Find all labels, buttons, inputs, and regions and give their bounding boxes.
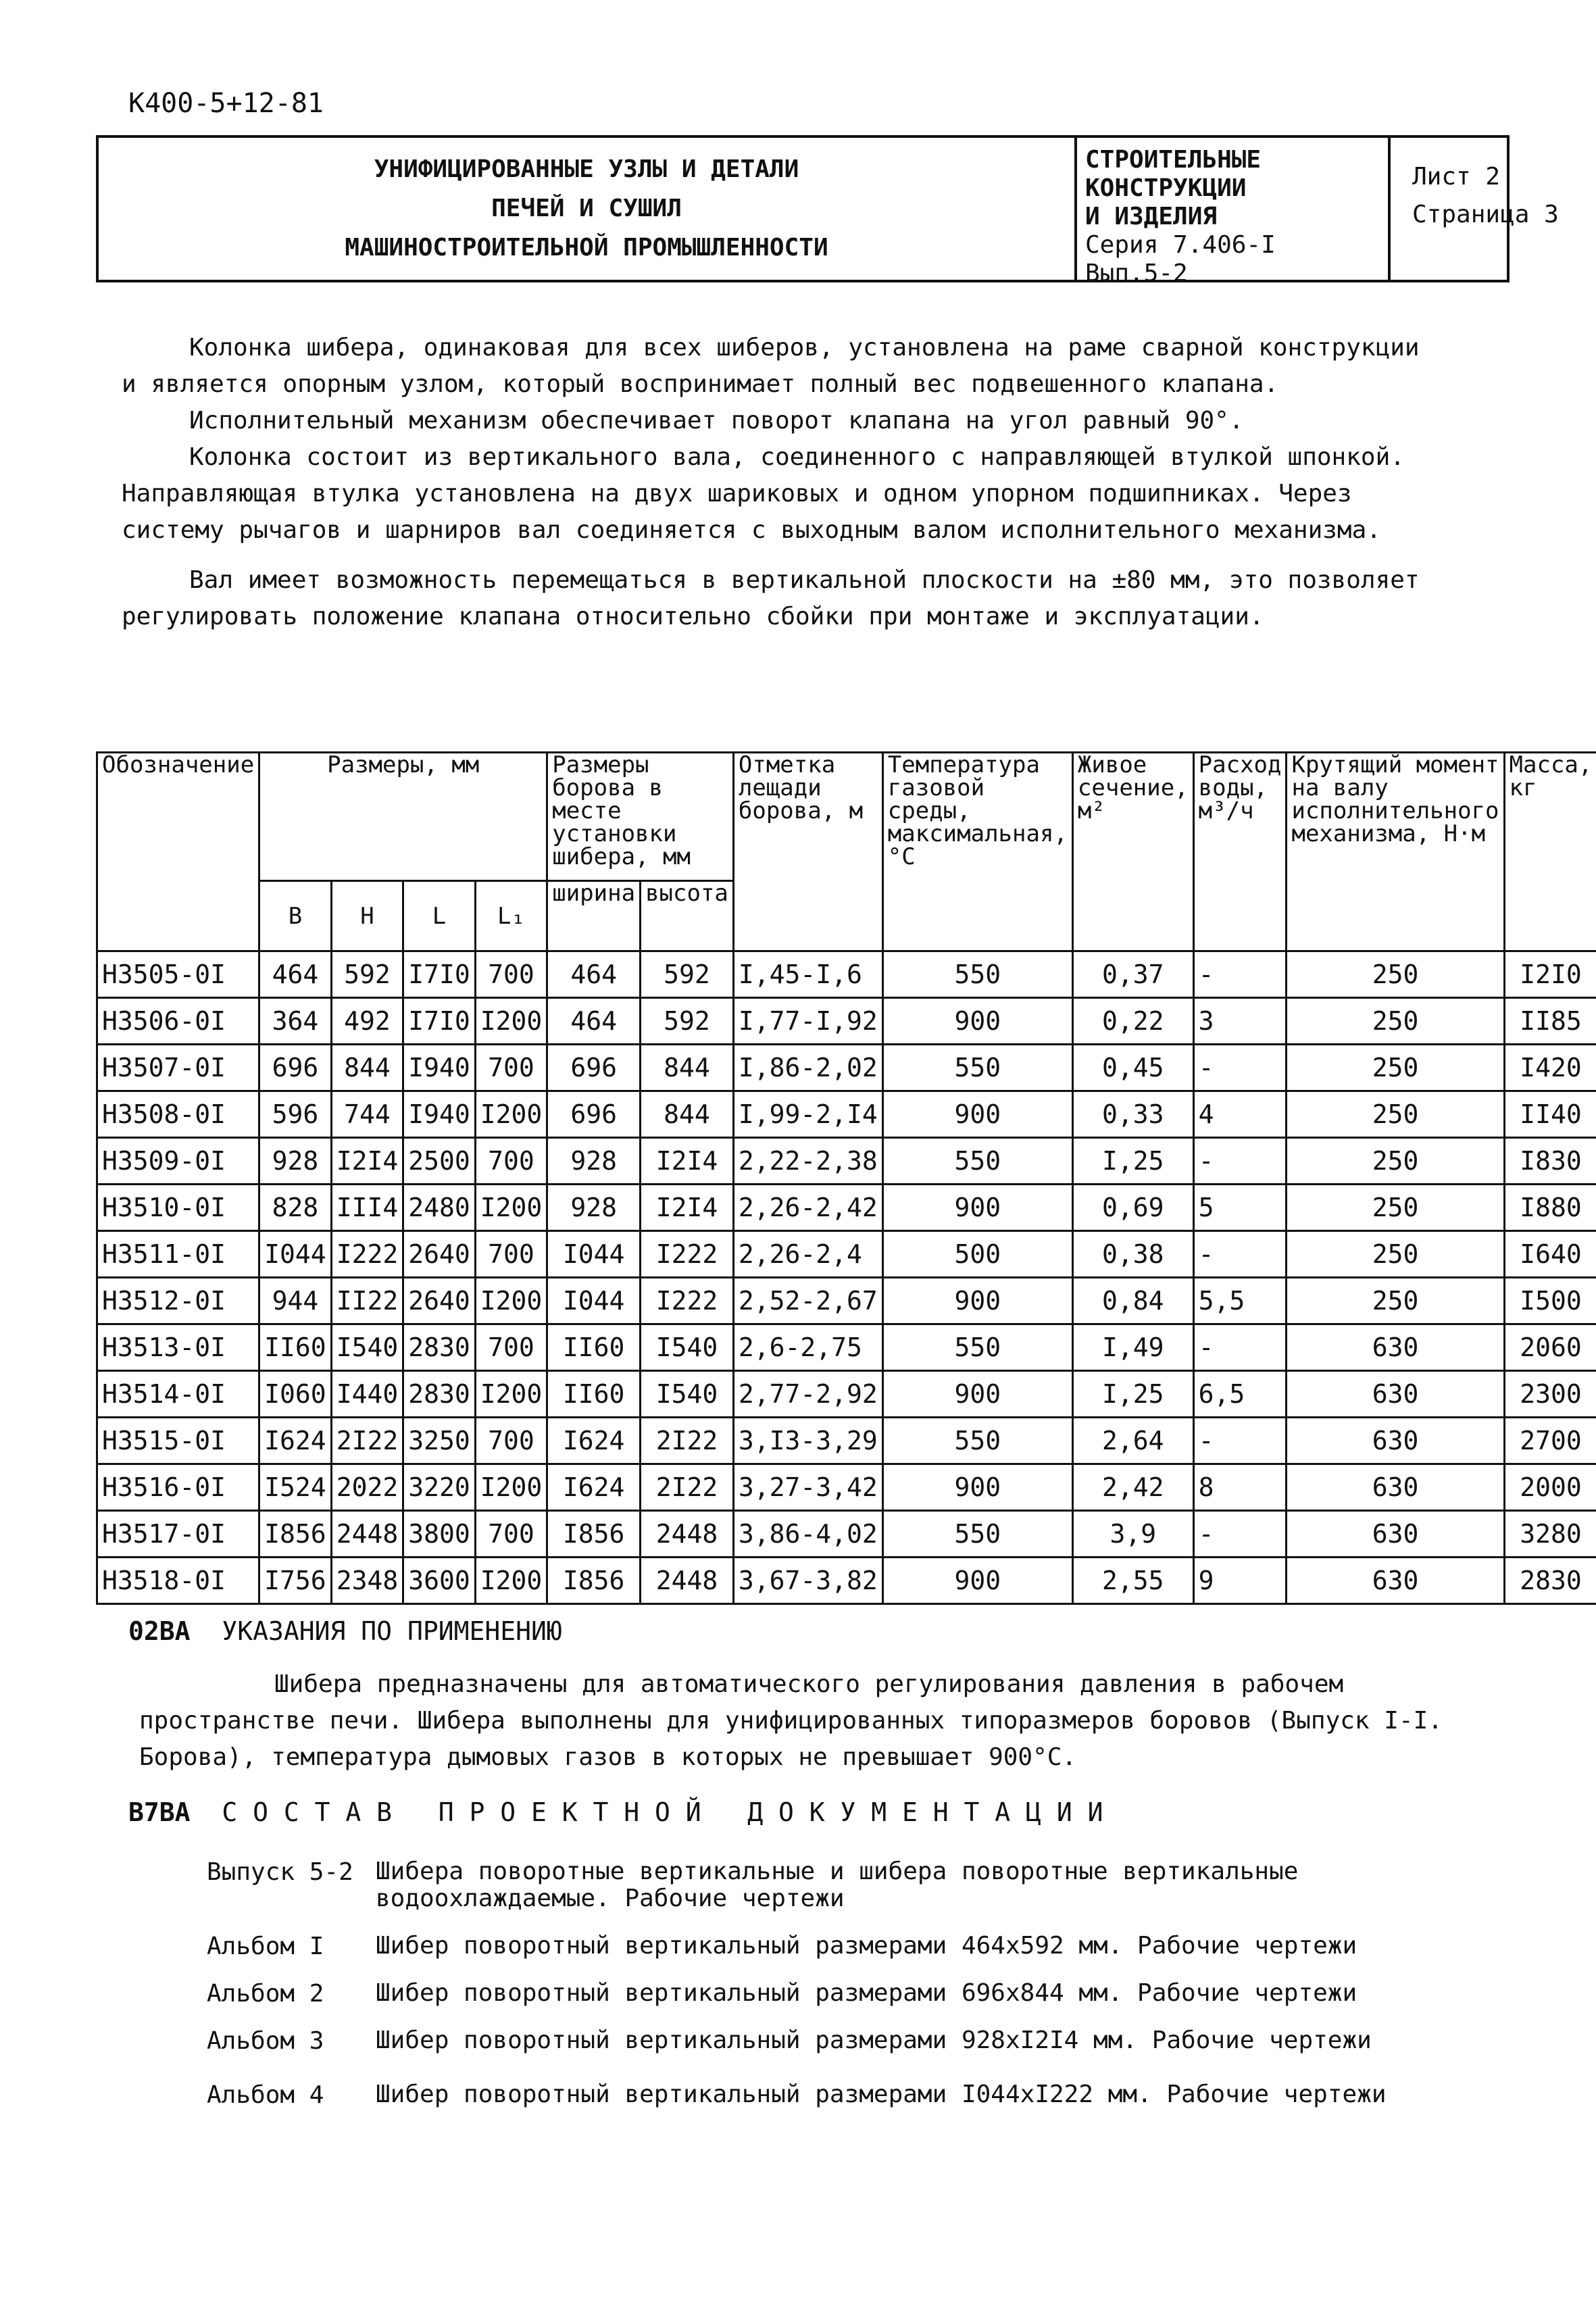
table-cell: 3,9 bbox=[1072, 1511, 1193, 1558]
table-cell: Н3510-0I bbox=[97, 1185, 259, 1231]
composition-code: В7ВА bbox=[128, 1797, 191, 1827]
table-cell: I222 bbox=[331, 1231, 403, 1278]
table-cell: II60 bbox=[547, 1371, 641, 1418]
table-cell: - bbox=[1193, 951, 1287, 998]
table-cell: I,86-2,02 bbox=[733, 1045, 882, 1091]
table-cell: - bbox=[1193, 1324, 1287, 1371]
table-cell: 0,45 bbox=[1072, 1045, 1193, 1091]
table-cell: I200 bbox=[475, 1371, 547, 1418]
table-cell: Н3511-0I bbox=[97, 1231, 259, 1278]
table-cell: 2700 bbox=[1504, 1418, 1596, 1464]
title-block bbox=[96, 135, 1559, 287]
table-row bbox=[97, 1091, 1596, 1138]
table-row bbox=[97, 1045, 1596, 1091]
table-row bbox=[97, 1511, 1596, 1558]
table-cell: 700 bbox=[475, 1511, 547, 1558]
intro-paragraph: Исполнительный механизм обеспечивает поворот клапана на угол равный 90°. bbox=[189, 407, 1244, 434]
table-cell: 6,5 bbox=[1193, 1371, 1287, 1418]
title-series-cell bbox=[1074, 138, 1388, 287]
table-row bbox=[97, 1278, 1596, 1324]
table-cell: 0,22 bbox=[1072, 998, 1193, 1045]
table-cell: I044 bbox=[259, 1231, 332, 1278]
table-cell: I200 bbox=[475, 1558, 547, 1604]
header-b: B bbox=[259, 881, 332, 951]
table-cell: 550 bbox=[882, 1138, 1072, 1185]
table-cell: 700 bbox=[475, 1138, 547, 1185]
composition-list bbox=[207, 1858, 1491, 2142]
table-cell: 0,84 bbox=[1072, 1278, 1193, 1324]
table-cell: 250 bbox=[1287, 1091, 1504, 1138]
title-main bbox=[99, 138, 1074, 280]
table-cell: I7I0 bbox=[403, 951, 476, 998]
table-cell: 2500 bbox=[403, 1138, 476, 1185]
application-text: Шибера предназначены для автоматического регулирования давления в рабочем пространстве печи. Шибера выполнены для унифицированных типоразмеров боровов (Выпуск I-I. Борова), температура дымовых газов в которых не превышает 900°С. bbox=[139, 1670, 1443, 1771]
table-cell: 592 bbox=[641, 998, 734, 1045]
table-cell: 0,69 bbox=[1072, 1185, 1193, 1231]
intro-paragraph: Вал имеет возможность перемещаться в вертикальной плоскости на ±80 мм, это позволяет регулировать положение клапана относительно сбойки при монтаже и эксплуатации. bbox=[122, 566, 1420, 630]
table-cell: 500 bbox=[882, 1231, 1072, 1278]
table-cell: 700 bbox=[475, 1418, 547, 1464]
table-row bbox=[97, 1138, 1596, 1185]
table-cell: 696 bbox=[547, 1091, 641, 1138]
intro-paragraph: Колонка шибера, одинаковая для всех шиберов, установлена на раме сварной конструкции и является опорным узлом, который воспринимает полный вес подвешенного клапана. bbox=[122, 334, 1420, 398]
table-cell: I,99-2,I4 bbox=[733, 1091, 882, 1138]
table-cell: 2830 bbox=[403, 1324, 476, 1371]
table-cell: 364 bbox=[259, 998, 332, 1045]
table-cell: 900 bbox=[882, 1558, 1072, 1604]
table-cell: 464 bbox=[547, 951, 641, 998]
table-cell: 2,22-2,38 bbox=[733, 1138, 882, 1185]
header-torque: Крутящий момент на валу исполнительного механизма, Н·м bbox=[1287, 753, 1504, 951]
table-cell: Н3506-0I bbox=[97, 998, 259, 1045]
table-cell: II85 bbox=[1504, 998, 1596, 1045]
table-cell: 900 bbox=[882, 1091, 1072, 1138]
table-cell: Н3509-0I bbox=[97, 1138, 259, 1185]
header-duct-size: Размеры борова в месте установки шибера, мм bbox=[547, 753, 734, 881]
composition-heading bbox=[128, 1797, 1103, 1827]
table-cell: 0,38 bbox=[1072, 1231, 1193, 1278]
header-l1: L₁ bbox=[475, 881, 547, 951]
document-number: К400-5+12-81 bbox=[128, 88, 324, 119]
table-cell: 250 bbox=[1287, 1231, 1504, 1278]
item-text: Шибер поворотный вертикальный размерами 464x592 мм. Рабочие чертежи bbox=[376, 1932, 1357, 1960]
table-row bbox=[97, 1464, 1596, 1511]
header-water: Расход воды, м³/ч bbox=[1193, 753, 1287, 951]
intro-text bbox=[122, 330, 1446, 635]
table-cell: 2480 bbox=[403, 1185, 476, 1231]
header-dimensions: Размеры, мм bbox=[259, 753, 547, 881]
title-line: ПЕЧЕЙ И СУШИЛ bbox=[491, 195, 682, 222]
section-line: СТРОИТЕЛЬНЫЕ bbox=[1085, 146, 1262, 174]
table-cell: 550 bbox=[882, 1324, 1072, 1371]
table-cell: II60 bbox=[259, 1324, 332, 1371]
item-key: Альбом I bbox=[207, 1933, 324, 1960]
table-cell: 550 bbox=[882, 951, 1072, 998]
header-l: L bbox=[403, 881, 476, 951]
table-cell: 2300 bbox=[1504, 1371, 1596, 1418]
table-cell: I540 bbox=[641, 1324, 734, 1371]
table-cell: 2448 bbox=[331, 1511, 403, 1558]
table-cell: 2,77-2,92 bbox=[733, 1371, 882, 1418]
table-cell: 696 bbox=[547, 1045, 641, 1091]
table-cell: - bbox=[1193, 1045, 1287, 1091]
table-cell: 630 bbox=[1287, 1464, 1504, 1511]
table-cell: Н3518-0I bbox=[97, 1558, 259, 1604]
table-cell: 700 bbox=[475, 1231, 547, 1278]
table-cell: 2830 bbox=[1504, 1558, 1596, 1604]
header-h: H bbox=[331, 881, 403, 951]
sheet-label: Лист 2 bbox=[1412, 163, 1501, 191]
item-key: Выпуск 5-2 bbox=[207, 1858, 353, 1886]
table-row bbox=[97, 951, 1596, 998]
table-cell: I856 bbox=[259, 1511, 332, 1558]
table-cell: 3,67-3,82 bbox=[733, 1558, 882, 1604]
page-label: Страница 3 bbox=[1412, 201, 1559, 228]
table-cell: 492 bbox=[331, 998, 403, 1045]
table-cell: 900 bbox=[882, 1278, 1072, 1324]
table-cell: I2I0 bbox=[1504, 951, 1596, 998]
table-cell: I940 bbox=[403, 1091, 476, 1138]
table-cell: I624 bbox=[259, 1418, 332, 1464]
table-cell: 2I22 bbox=[331, 1418, 403, 1464]
table-cell: I200 bbox=[475, 1278, 547, 1324]
table-cell: 2,42 bbox=[1072, 1464, 1193, 1511]
table-cell: III4 bbox=[331, 1185, 403, 1231]
table-cell: 630 bbox=[1287, 1371, 1504, 1418]
table-cell: 2448 bbox=[641, 1558, 734, 1604]
table-cell: 700 bbox=[475, 1045, 547, 1091]
table-cell: Н3514-0I bbox=[97, 1371, 259, 1418]
table-cell: 900 bbox=[882, 1464, 1072, 1511]
item-text: Шибер поворотный вертикальный размерами 696x844 мм. Рабочие чертежи bbox=[376, 1979, 1357, 2007]
table-cell: I880 bbox=[1504, 1185, 1596, 1231]
table-cell: I222 bbox=[641, 1231, 734, 1278]
table-cell: 2000 bbox=[1504, 1464, 1596, 1511]
intro-paragraph: Колонка состоит из вертикального вала, соединенного с направляющей втулкой шпонкой. Направляющая втулка установлена на двух шариковых и одном упорном подшипниках. Через систему рычагов и шарниров вал соединяется с выходным валом исполнительного механизма. bbox=[122, 443, 1405, 544]
table-cell: 3800 bbox=[403, 1511, 476, 1558]
title-line: УНИФИЦИРОВАННЫЕ УЗЛЫ И ДЕТАЛИ bbox=[374, 155, 799, 183]
table-cell: - bbox=[1193, 1138, 1287, 1185]
section-line: КОНСТРУКЦИИ bbox=[1085, 174, 1247, 202]
table-cell: I624 bbox=[547, 1418, 641, 1464]
table-cell: I200 bbox=[475, 998, 547, 1045]
table-cell: 250 bbox=[1287, 1278, 1504, 1324]
table-cell: I640 bbox=[1504, 1231, 1596, 1278]
header-mark: Отметка лещади борова, м bbox=[733, 753, 882, 951]
table-cell: 630 bbox=[1287, 1418, 1504, 1464]
table-cell: I200 bbox=[475, 1185, 547, 1231]
table-cell: 250 bbox=[1287, 1045, 1504, 1091]
table-cell: 2I22 bbox=[641, 1464, 734, 1511]
header-section: Живое сечение, м² bbox=[1072, 753, 1193, 951]
table-cell: 3250 bbox=[403, 1418, 476, 1464]
table-cell: 3600 bbox=[403, 1558, 476, 1604]
table-cell: Н3507-0I bbox=[97, 1045, 259, 1091]
table-cell: 3280 bbox=[1504, 1511, 1596, 1558]
composition-title: С О С Т А В П Р О Е К Т Н О Й Д О К У М Е Н Т А Ц И И bbox=[222, 1797, 1103, 1827]
issue-label: Вып.5-2 bbox=[1085, 259, 1188, 287]
shutter-table bbox=[96, 751, 1596, 1605]
table-cell: Н3513-0I bbox=[97, 1324, 259, 1371]
item-text: Шибер поворотный вертикальный размерами I044xI222 мм. Рабочие чертежи bbox=[376, 2081, 1387, 2108]
table-cell: 3,I3-3,29 bbox=[733, 1418, 882, 1464]
table-cell: I7I0 bbox=[403, 998, 476, 1045]
table-cell: Н3515-0I bbox=[97, 1418, 259, 1464]
table-cell: 2640 bbox=[403, 1278, 476, 1324]
table-cell: 700 bbox=[475, 951, 547, 998]
table-cell: 928 bbox=[547, 1138, 641, 1185]
table-cell: 2022 bbox=[331, 1464, 403, 1511]
table-cell: I624 bbox=[547, 1464, 641, 1511]
table-cell: Н3516-0I bbox=[97, 1464, 259, 1511]
table-cell: 4 bbox=[1193, 1091, 1287, 1138]
table-cell: 550 bbox=[882, 1045, 1072, 1091]
item-key: Альбом 2 bbox=[207, 1980, 324, 2008]
table-cell: Н3508-0I bbox=[97, 1091, 259, 1138]
header-temperature: Температура газовой среды, максимальная, °С bbox=[882, 753, 1072, 951]
table-cell: I856 bbox=[547, 1558, 641, 1604]
table-row bbox=[97, 1558, 1596, 1604]
table-cell: 0,37 bbox=[1072, 951, 1193, 998]
item-text: Шибера поворотные вертикальные и шибера поворотные вертикальные водоохлаждаемые. Рабочие чертежи bbox=[376, 1858, 1299, 1912]
table-cell: 550 bbox=[882, 1418, 1072, 1464]
table-cell: 828 bbox=[259, 1185, 332, 1231]
table-row bbox=[97, 1371, 1596, 1418]
table-cell: 696 bbox=[259, 1045, 332, 1091]
table-cell: - bbox=[1193, 1511, 1287, 1558]
table-cell: 464 bbox=[259, 951, 332, 998]
table-cell: 592 bbox=[641, 951, 734, 998]
table-cell: 2,6-2,75 bbox=[733, 1324, 882, 1371]
table-cell: 2,64 bbox=[1072, 1418, 1193, 1464]
application-heading bbox=[128, 1616, 562, 1646]
table-cell: 250 bbox=[1287, 998, 1504, 1045]
item-key: Альбом 4 bbox=[207, 2081, 324, 2109]
table-cell: 2348 bbox=[331, 1558, 403, 1604]
table-cell: 250 bbox=[1287, 1138, 1504, 1185]
table-cell: I,25 bbox=[1072, 1138, 1193, 1185]
table-cell: I,77-I,92 bbox=[733, 998, 882, 1045]
table-cell: 2448 bbox=[641, 1511, 734, 1558]
title-line: МАШИНОСТРОИТЕЛЬНОЙ ПРОМЫШЛЕННОСТИ bbox=[345, 234, 828, 262]
table-cell: 5 bbox=[1193, 1185, 1287, 1231]
header-designation: Обозначение bbox=[97, 753, 259, 951]
application-code: 02ВА bbox=[128, 1616, 191, 1646]
table-cell: I,45-I,6 bbox=[733, 951, 882, 998]
table-cell: I200 bbox=[475, 1091, 547, 1138]
header-width: ширина bbox=[547, 881, 641, 951]
table-cell: 928 bbox=[547, 1185, 641, 1231]
title-sheet-cell bbox=[1388, 138, 1559, 280]
table-cell: I856 bbox=[547, 1511, 641, 1558]
table-cell: 5,5 bbox=[1193, 1278, 1287, 1324]
table-cell: 630 bbox=[1287, 1324, 1504, 1371]
table-cell: 744 bbox=[331, 1091, 403, 1138]
table-cell: I2I4 bbox=[331, 1138, 403, 1185]
table-cell: I830 bbox=[1504, 1138, 1596, 1185]
table-cell: I500 bbox=[1504, 1278, 1596, 1324]
table-cell: I420 bbox=[1504, 1045, 1596, 1091]
table-cell: 0,33 bbox=[1072, 1091, 1193, 1138]
table-cell: 250 bbox=[1287, 951, 1504, 998]
table-cell: 2640 bbox=[403, 1231, 476, 1278]
table-cell: 2,26-2,4 bbox=[733, 1231, 882, 1278]
table-cell: 3220 bbox=[403, 1464, 476, 1511]
item-key: Альбом 3 bbox=[207, 2027, 324, 2055]
table-cell: 844 bbox=[641, 1045, 734, 1091]
item-text: Шибер поворотный вертикальный размерами 928xI2I4 мм. Рабочие чертежи bbox=[376, 2026, 1372, 2054]
table-cell: 844 bbox=[641, 1091, 734, 1138]
table-cell: 630 bbox=[1287, 1558, 1504, 1604]
table-cell: 2830 bbox=[403, 1371, 476, 1418]
table-cell: 700 bbox=[475, 1324, 547, 1371]
table-cell: 900 bbox=[882, 998, 1072, 1045]
table-cell: 596 bbox=[259, 1091, 332, 1138]
table-cell: 3 bbox=[1193, 998, 1287, 1045]
table-row bbox=[97, 1324, 1596, 1371]
section-line: И ИЗДЕЛИЯ bbox=[1085, 203, 1218, 230]
table-cell: 2,52-2,67 bbox=[733, 1278, 882, 1324]
table-cell: 550 bbox=[882, 1511, 1072, 1558]
header-height: высота bbox=[641, 881, 734, 951]
table-cell: I200 bbox=[475, 1464, 547, 1511]
header-mass: Масса, кг bbox=[1504, 753, 1596, 951]
table-cell: I,25 bbox=[1072, 1371, 1193, 1418]
table-cell: 8 bbox=[1193, 1464, 1287, 1511]
table-cell: 592 bbox=[331, 951, 403, 998]
application-title: УКАЗАНИЯ ПО ПРИМЕНЕНИЮ bbox=[222, 1616, 562, 1646]
table-cell: 900 bbox=[882, 1371, 1072, 1418]
table-cell: I,49 bbox=[1072, 1324, 1193, 1371]
table-row bbox=[97, 1185, 1596, 1231]
table-cell: Н3512-0I bbox=[97, 1278, 259, 1324]
table-cell: I524 bbox=[259, 1464, 332, 1511]
table-cell: 3,27-3,42 bbox=[733, 1464, 882, 1511]
table-cell: I540 bbox=[331, 1324, 403, 1371]
table-cell: I060 bbox=[259, 1371, 332, 1418]
table-cell: II22 bbox=[331, 1278, 403, 1324]
table-cell: 928 bbox=[259, 1138, 332, 1185]
table-cell: I222 bbox=[641, 1278, 734, 1324]
table-row bbox=[97, 1231, 1596, 1278]
table-cell: Н3505-0I bbox=[97, 951, 259, 998]
table-cell: 900 bbox=[882, 1185, 1072, 1231]
table-body bbox=[97, 951, 1596, 1604]
table-cell: 944 bbox=[259, 1278, 332, 1324]
application-text-block bbox=[139, 1666, 1477, 1776]
table-row bbox=[97, 1418, 1596, 1464]
table-cell: I044 bbox=[547, 1278, 641, 1324]
table-cell: 464 bbox=[547, 998, 641, 1045]
table-cell: I2I4 bbox=[641, 1185, 734, 1231]
table-cell: 630 bbox=[1287, 1511, 1504, 1558]
table-cell: 2I22 bbox=[641, 1418, 734, 1464]
series-label: Серия 7.406-I bbox=[1085, 231, 1276, 259]
table-cell: I440 bbox=[331, 1371, 403, 1418]
table-cell: 2060 bbox=[1504, 1324, 1596, 1371]
table-cell: I044 bbox=[547, 1231, 641, 1278]
table-cell: I540 bbox=[641, 1371, 734, 1418]
table-row bbox=[97, 998, 1596, 1045]
table-cell: I940 bbox=[403, 1045, 476, 1091]
table-cell: - bbox=[1193, 1231, 1287, 1278]
table-cell: Н3517-0I bbox=[97, 1511, 259, 1558]
table-cell: II40 bbox=[1504, 1091, 1596, 1138]
table-cell: I2I4 bbox=[641, 1138, 734, 1185]
table-cell: 9 bbox=[1193, 1558, 1287, 1604]
table-cell: 250 bbox=[1287, 1185, 1504, 1231]
table-cell: 2,26-2,42 bbox=[733, 1185, 882, 1231]
table-cell: II60 bbox=[547, 1324, 641, 1371]
table-cell: - bbox=[1193, 1418, 1287, 1464]
table-cell: 2,55 bbox=[1072, 1558, 1193, 1604]
table-cell: I756 bbox=[259, 1558, 332, 1604]
table-cell: 844 bbox=[331, 1045, 403, 1091]
table-cell: 3,86-4,02 bbox=[733, 1511, 882, 1558]
